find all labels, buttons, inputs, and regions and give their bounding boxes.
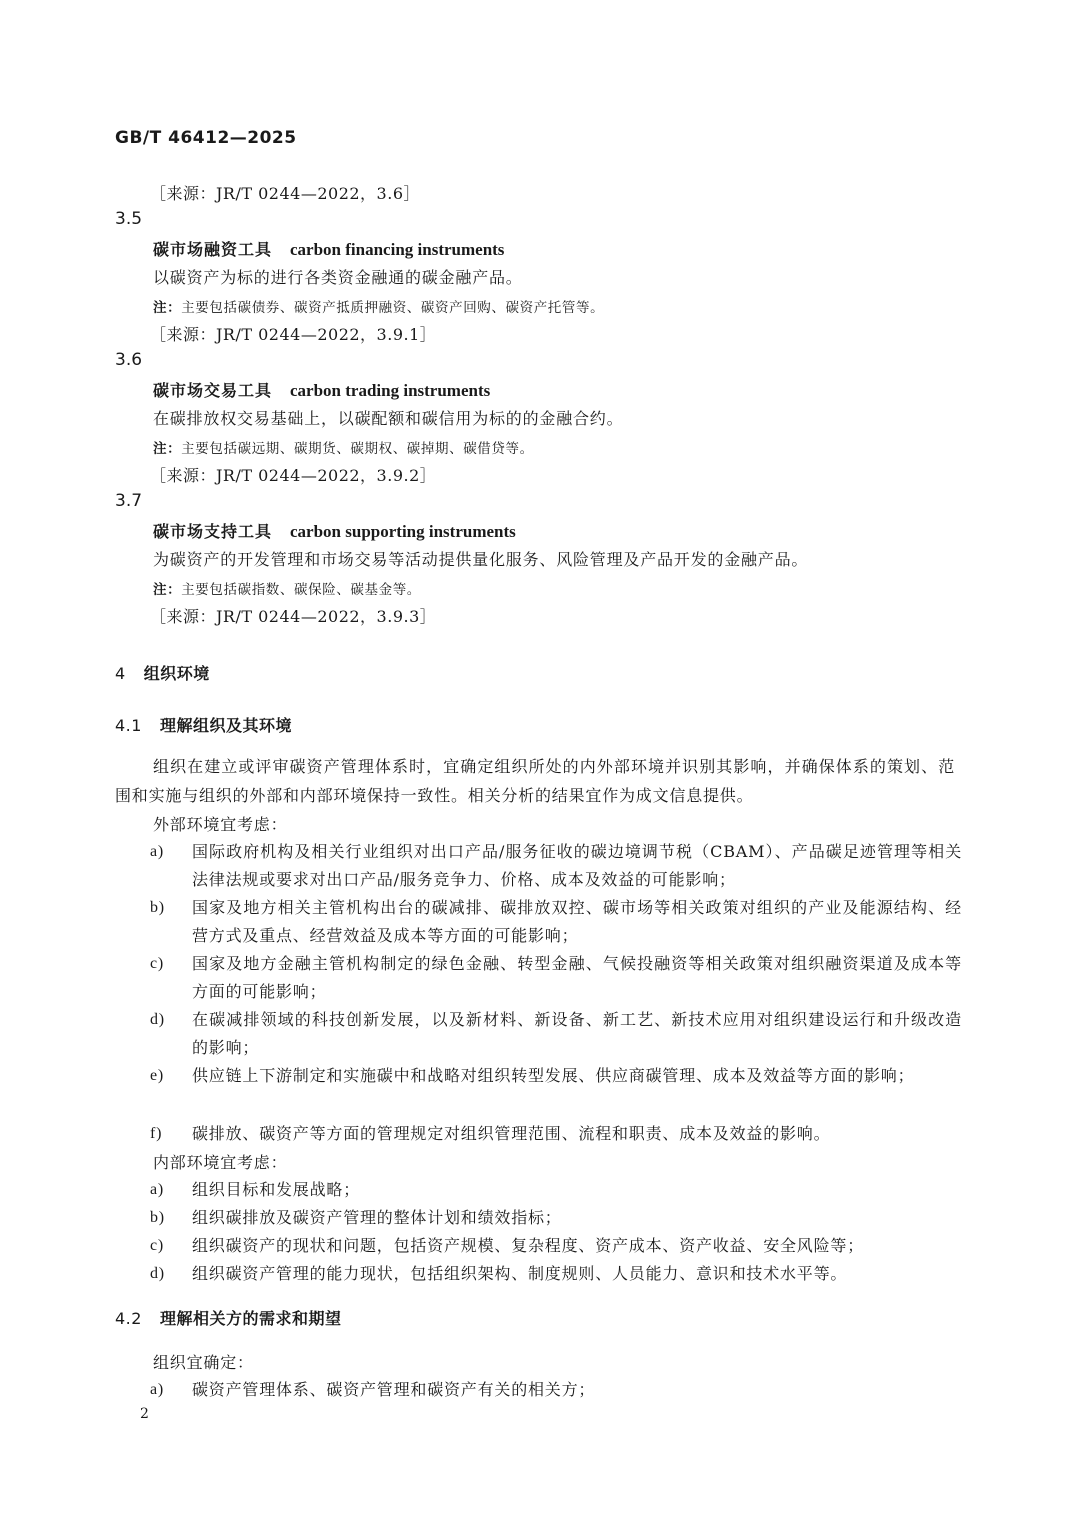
note-text: 主要包括碳远期、碳期货、碳期权、碳掉期、碳借贷等。 [181, 441, 534, 457]
internal-label: 内部环境宜考虑： [153, 1153, 288, 1172]
list-item-label: d) [150, 1265, 165, 1282]
term-source: ［来源：JR/T 0244—2022，3.6］ [150, 184, 420, 203]
list-item-label: f) [150, 1125, 163, 1142]
list-item-label: a) [150, 1181, 165, 1198]
list-item-text: 碳排放、碳资产等方面的管理规定对组织管理范围、流程和职责、成本及效益的影响。 [192, 1124, 831, 1143]
term-source: ［来源：JR/T 0244—2022，3.9.2］ [150, 466, 437, 485]
section-heading [115, 661, 210, 684]
term-heading [153, 519, 516, 542]
note-label: 注： [153, 300, 182, 316]
note-text: 主要包括碳指数、碳保险、碳基金等。 [181, 582, 421, 598]
term-heading [153, 378, 490, 401]
list-item-label: a) [150, 1381, 165, 1398]
subsection-title: 理解组织及其环境 [159, 716, 292, 735]
list-item-label: d) [150, 1011, 165, 1028]
term-chinese: 碳市场融资工具 [153, 240, 273, 259]
term-english: carbon financing instruments [290, 240, 505, 259]
term-source: ［来源：JR/T 0244—2022，3.9.1］ [150, 325, 437, 344]
page-number: 2 [140, 1406, 149, 1422]
list-item-text: 国际政府机构及相关行业组织对出口产品/服务征收的碳边境调节税（CBAM）、产品碳足迹管理等相关法律法规或要求对出口产品/服务竞争力、价格、成本及效益的可能影响； [192, 842, 962, 889]
term-chinese: 碳市场支持工具 [153, 522, 273, 541]
list-item-text: 碳资产管理体系、碳资产管理和碳资产有关的相关方； [192, 1380, 596, 1399]
list-item-label: b) [150, 899, 165, 916]
section-title: 组织环境 [143, 664, 210, 683]
list-item-text: 在碳减排领域的科技创新发展，以及新材料、新设备、新工艺、新技术应用对组织建设运行和升级改造的影响； [192, 1010, 962, 1057]
term-definition: 以碳资产为标的进行各类资金融通的碳金融产品。 [153, 268, 523, 287]
list-item-text: 供应链上下游制定和实施碳中和战略对组织转型发展、供应商碳管理、成本及效益等方面的影响； [192, 1066, 915, 1085]
external-label: 外部环境宜考虑： [153, 815, 288, 834]
list-item-text: 组织目标和发展战略； [192, 1180, 361, 1199]
list-item-text: 国家及地方金融主管机构制定的绿色金融、转型金融、气候投融资等相关政策对组织融资渠道及成本等方面的可能影响； [192, 954, 962, 1001]
term-definition: 为碳资产的开发管理和市场交易等活动提供量化服务、风险管理及产品开发的金融产品。 [153, 550, 809, 569]
note-label: 注： [153, 582, 182, 598]
term-number: 3.6 [115, 350, 143, 370]
list-item-text: 组织碳排放及碳资产管理的整体计划和绩效指标； [192, 1208, 562, 1227]
term-note [153, 296, 604, 316]
list-item-text: 组织碳资产的现状和问题，包括资产规模、复杂程度、资产成本、资产收益、安全风险等； [192, 1236, 865, 1255]
list-item-label: a) [150, 843, 165, 860]
list-item-text: 组织碳资产管理的能力现状，包括组织架构、制度规则、人员能力、意识和技术水平等。 [192, 1264, 848, 1283]
term-number: 3.7 [115, 491, 143, 511]
note-label: 注： [153, 441, 182, 457]
subsection-heading [115, 713, 292, 736]
document-header-id: GB/T 46412—2025 [115, 128, 297, 148]
list-item-text: 国家及地方相关主管机构出台的碳减排、碳排放双控、碳市场等相关政策对组织的产业及能源结构、经营方式及重点、经营效益及成本等方面的可能影响； [192, 898, 962, 945]
subsection-number: 4.1 [115, 716, 142, 735]
term-source: ［来源：JR/T 0244—2022，3.9.3］ [150, 607, 437, 626]
list-item-label: b) [150, 1209, 165, 1226]
term-chinese: 碳市场交易工具 [153, 381, 273, 400]
note-text: 主要包括碳债券、碳资产抵质押融资、碳资产回购、碳资产托管等。 [181, 300, 605, 316]
subsection-number: 4.2 [115, 1309, 142, 1328]
term-heading [153, 237, 504, 260]
subsection-title: 理解相关方的需求和期望 [159, 1309, 342, 1328]
term-note [153, 578, 421, 598]
term-definition: 在碳排放权交易基础上，以碳配额和碳信用为标的的金融合约。 [153, 409, 624, 428]
intro-text: 组织宜确定： [153, 1353, 254, 1372]
subsection-heading [115, 1306, 341, 1329]
term-english: carbon supporting instruments [290, 522, 516, 541]
list-item-label: e) [150, 1067, 165, 1084]
term-note [153, 437, 534, 457]
term-english: carbon trading instruments [290, 381, 491, 400]
intro-paragraph: 组织在建立或评审碳资产管理体系时，宜确定组织所处的内外部环境并识别其影响，并确保体系的策划、范围和实施与组织的外部和内部环境保持一致性。相关分析的结果宜作为成文信息提供。 [115, 757, 955, 805]
list-item-label: c) [150, 955, 165, 972]
list-item-label: c) [150, 1237, 165, 1254]
section-number: 4 [115, 664, 126, 683]
term-number: 3.5 [115, 209, 143, 229]
